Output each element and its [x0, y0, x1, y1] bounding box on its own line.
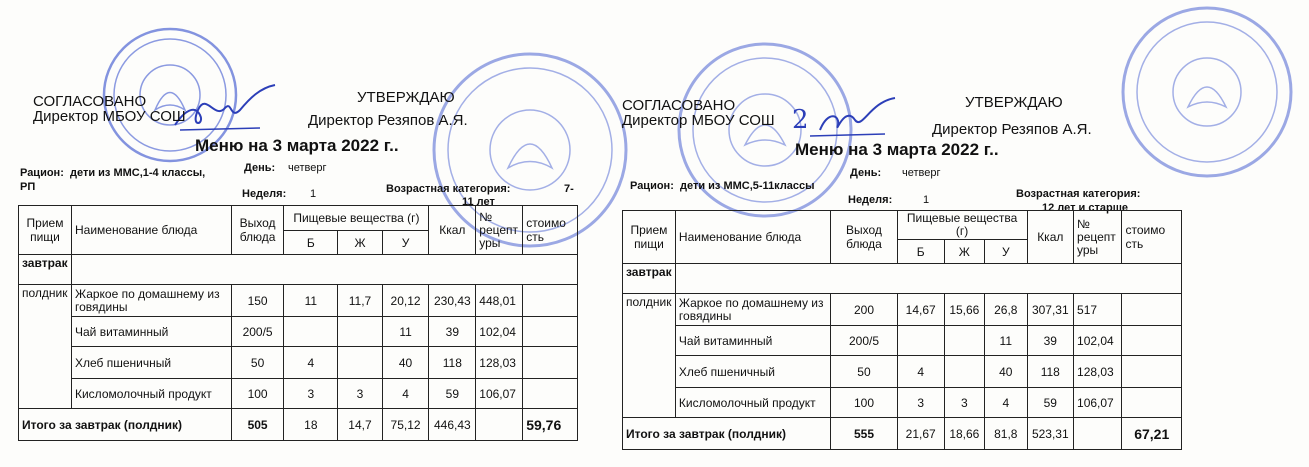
dish-kcal: 39 — [1027, 326, 1073, 356]
table-row — [19, 317, 578, 347]
dish-b — [284, 317, 338, 347]
dish-kcal: 118 — [429, 347, 476, 379]
total-label: Итого за завтрак (полдник) — [623, 418, 831, 450]
dish-u: 4 — [985, 388, 1028, 418]
total-label: Итого за завтрак (полдник) — [19, 409, 232, 441]
total-recipe — [476, 409, 523, 441]
menu-table — [18, 205, 578, 441]
meal-snack: полдник — [623, 294, 676, 418]
dish-output: 150 — [231, 285, 284, 317]
menu-title: Меню на 3 марта 2022 г.. — [795, 140, 999, 159]
dish-u: 11 — [382, 317, 429, 347]
total-b: 18 — [284, 409, 338, 441]
total-kcal: 523,31 — [1027, 418, 1073, 450]
col-u: У — [985, 240, 1028, 264]
dish-cost — [523, 347, 578, 379]
week-value: 1 — [923, 194, 930, 206]
dish-output: 50 — [831, 356, 897, 388]
round-seal-stamp-2 — [1120, 5, 1295, 180]
menu-sheet-left — [0, 0, 640, 467]
dish-cost — [1122, 388, 1182, 418]
dish-output: 200/5 — [831, 326, 897, 356]
agreed-label: СОГЛАСОВАНО — [33, 93, 147, 110]
dish-recipe: 102,04 — [476, 317, 523, 347]
dish-zh — [338, 317, 383, 347]
dish-recipe: 102,04 — [1074, 326, 1122, 356]
dish-output: 50 — [231, 347, 284, 379]
dish-zh: 15,66 — [944, 294, 984, 326]
empty-cell — [675, 264, 1181, 294]
dish-name: Чай витаминный — [71, 317, 231, 347]
dish-zh: 3 — [338, 379, 383, 409]
approve-label: УТВЕРЖДАЮ — [965, 94, 1063, 111]
total-zh: 14,7 — [338, 409, 383, 441]
col-recipe: № рецепт уры — [476, 206, 523, 255]
dish-b: 3 — [897, 388, 944, 418]
col-cost: стоимо сть — [1122, 211, 1182, 264]
dish-name: Чай витаминный — [675, 326, 830, 356]
ration-label: Рацион: — [630, 180, 674, 192]
age-category-value-2: 12 лет и старше — [1042, 202, 1128, 214]
table-row-breakfast — [19, 255, 578, 285]
dish-cost — [1122, 294, 1182, 326]
col-b: Б — [897, 240, 944, 264]
col-zh: Ж — [944, 240, 984, 264]
col-output: Выход блюда — [231, 206, 284, 255]
meal-breakfast: завтрак — [19, 255, 72, 285]
dish-u: 26,8 — [985, 294, 1028, 326]
ration-value: дети из ММС,5-11классы — [680, 180, 815, 192]
dish-zh: 3 — [944, 388, 984, 418]
col-dish: Наименование блюда — [675, 211, 830, 264]
total-zh: 18,66 — [944, 418, 984, 450]
dish-name: Хлеб пшеничный — [71, 347, 231, 379]
dish-u: 4 — [382, 379, 429, 409]
total-u: 75,12 — [382, 409, 429, 441]
ration-value-2: РП — [20, 181, 36, 193]
total-recipe — [1074, 418, 1122, 450]
dish-recipe: 106,07 — [1074, 388, 1122, 418]
dish-output: 100 — [831, 388, 897, 418]
dish-u: 20,12 — [382, 285, 429, 317]
table-row — [19, 379, 578, 409]
total-u: 81,8 — [985, 418, 1028, 450]
col-u: У — [382, 231, 429, 255]
meal-breakfast: завтрак — [623, 264, 676, 294]
week-label: Неделя: — [848, 194, 893, 206]
table-row — [623, 388, 1182, 418]
day-label: День: — [850, 167, 882, 179]
empty-cell — [71, 255, 577, 285]
menu-table — [622, 210, 1182, 450]
dish-recipe: 517 — [1074, 294, 1122, 326]
dish-cost — [1122, 356, 1182, 388]
dish-cost — [1122, 326, 1182, 356]
col-recipe: № рецепт уры — [1074, 211, 1122, 264]
age-category-label: Возрастная категория: — [1016, 188, 1141, 200]
round-seal-stamp — [675, 40, 855, 220]
dish-kcal: 230,43 — [429, 285, 476, 317]
dish-kcal: 307,31 — [1027, 294, 1073, 326]
dish-recipe: 128,03 — [1074, 356, 1122, 388]
dish-u: 40 — [985, 356, 1028, 388]
week-label: Неделя: — [242, 188, 287, 200]
col-dish: Наименование блюда — [71, 206, 231, 255]
dish-name: Жаркое по домашнему из говядины — [71, 285, 231, 317]
agreed-label: СОГЛАСОВАНО — [622, 97, 736, 114]
dish-zh: 11,7 — [338, 285, 383, 317]
col-kcal: Ккал — [1027, 211, 1073, 264]
age-category-value: 7- — [564, 183, 574, 195]
dish-recipe: 128,03 — [476, 347, 523, 379]
dish-recipe: 106,07 — [476, 379, 523, 409]
col-zh: Ж — [338, 231, 383, 255]
table-row — [623, 356, 1182, 388]
approve-label: УТВЕРЖДАЮ — [357, 89, 455, 106]
dish-name: Жаркое по домашнему из говядины — [675, 294, 830, 326]
dish-cost — [523, 317, 578, 347]
col-cost: стоимо сть — [523, 206, 578, 255]
approve-by-label: Директор Резяпов А.Я. — [308, 112, 468, 129]
agreed-by-label: Директор МБОУ СОШ — [622, 112, 775, 129]
dish-b: 11 — [284, 285, 338, 317]
table-row-total — [623, 418, 1182, 450]
dish-kcal: 59 — [429, 379, 476, 409]
total-output: 555 — [831, 418, 897, 450]
dish-output: 200 — [831, 294, 897, 326]
dish-b: 4 — [284, 347, 338, 379]
col-meal: Прием пищи — [19, 206, 72, 255]
table-header-row — [19, 206, 578, 231]
ration-label: Рацион: — [20, 167, 64, 179]
col-b: Б — [284, 231, 338, 255]
dish-u: 11 — [985, 326, 1028, 356]
dish-recipe: 448,01 — [476, 285, 523, 317]
ration-value: дети из ММС,1-4 классы, — [70, 167, 206, 179]
col-meal: Прием пищи — [623, 211, 676, 264]
table-row-total — [19, 409, 578, 441]
day-value: четверг — [902, 167, 941, 179]
signature-number: 2 — [792, 105, 809, 135]
col-output: Выход блюда — [831, 211, 897, 264]
dish-output: 100 — [231, 379, 284, 409]
table-row — [623, 326, 1182, 356]
age-category-value-2: 11 лет — [462, 196, 495, 208]
director-signature — [170, 80, 280, 140]
meal-snack: полдник — [19, 285, 72, 409]
week-value: 1 — [310, 188, 317, 200]
total-cost: 67,21 — [1122, 418, 1182, 450]
dish-b: 14,67 — [897, 294, 944, 326]
total-kcal: 446,43 — [429, 409, 476, 441]
day-value: четверг — [288, 162, 327, 174]
dish-zh — [944, 326, 984, 356]
menu-sheet-right — [610, 0, 1309, 467]
dish-name: Кисломолочный продукт — [71, 379, 231, 409]
dish-b: 4 — [897, 356, 944, 388]
dish-b — [897, 326, 944, 356]
approve-by-label: Директор Резяпов А.Я. — [932, 121, 1092, 138]
col-kcal: Ккал — [429, 206, 476, 255]
col-nutrients: Пищевые вещества (г) — [897, 211, 1027, 240]
dish-zh — [944, 356, 984, 388]
dish-kcal: 59 — [1027, 388, 1073, 418]
dish-kcal: 39 — [429, 317, 476, 347]
total-cost: 59,76 — [523, 409, 578, 441]
dish-u: 40 — [382, 347, 429, 379]
total-b: 21,67 — [897, 418, 944, 450]
day-label: День: — [244, 162, 276, 174]
dish-cost — [523, 379, 578, 409]
dish-output: 200/5 — [231, 317, 284, 347]
dish-name: Кисломолочный продукт — [675, 388, 830, 418]
table-row — [19, 347, 578, 379]
dish-zh — [338, 347, 383, 379]
table-row-breakfast — [623, 264, 1182, 294]
menu-title: Меню на 3 марта 2022 г.. — [195, 136, 399, 155]
table-header-row — [623, 211, 1182, 240]
table-row — [19, 285, 578, 317]
col-nutrients: Пищевые вещества (г) — [284, 206, 429, 231]
total-output: 505 — [231, 409, 284, 441]
agreed-by-label: Директор МБОУ СОШ — [33, 108, 186, 125]
dish-b: 3 — [284, 379, 338, 409]
age-category-label: Возрастная категория: — [386, 183, 511, 195]
dish-cost — [523, 285, 578, 317]
dish-kcal: 118 — [1027, 356, 1073, 388]
table-row — [623, 294, 1182, 326]
dish-name: Хлеб пшеничный — [675, 356, 830, 388]
